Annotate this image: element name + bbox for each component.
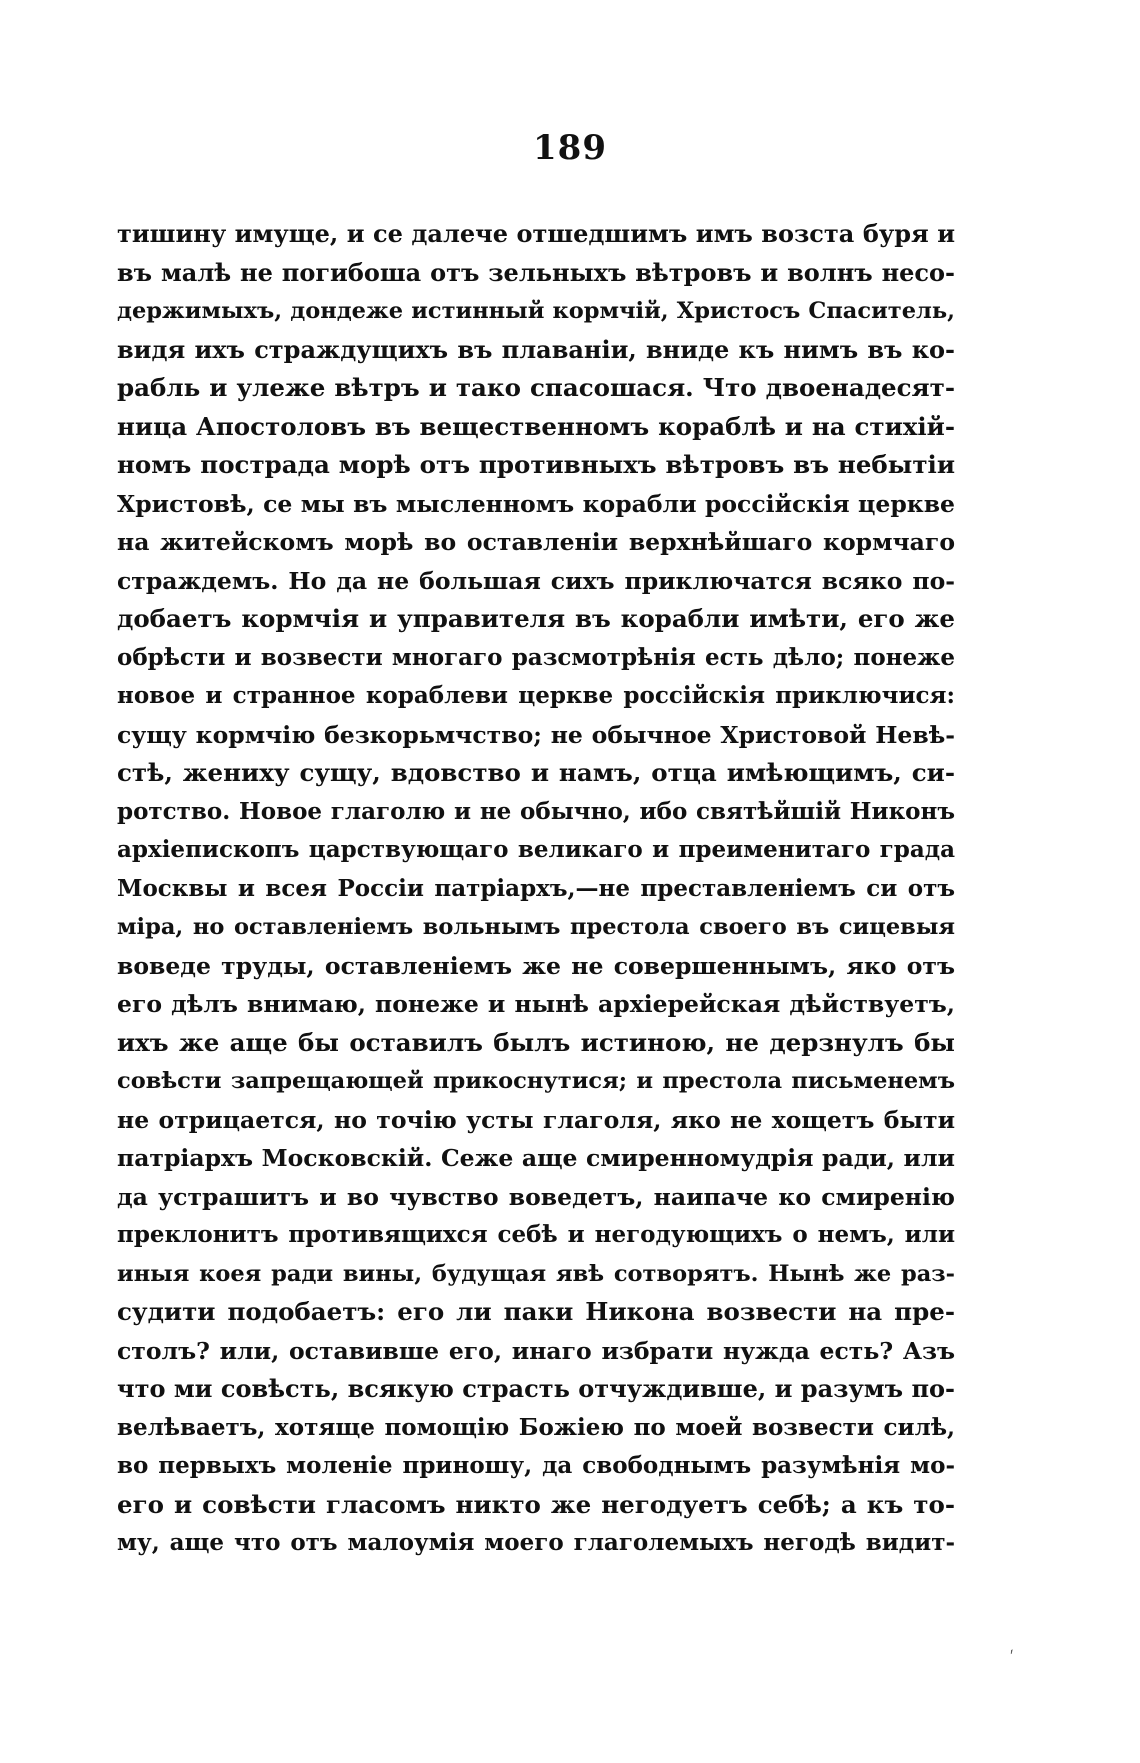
text-line: во первыхъ моленіе приношу, да свободнымъ разумѣнія мо- (117, 1452, 955, 1479)
text-line: судити подобаетъ: его ли паки Никона возвести на пре- (117, 1297, 955, 1326)
text-line: Христовѣ, се мы въ мысленномъ корабли россійскія церкве (117, 489, 955, 518)
text-line: тишину имуще, и се далече отшедшимъ имъ возста буря и (117, 219, 955, 248)
text-line: въ малѣ не погибоша отъ зельныхъ вѣтровъ и волнъ несо- (117, 257, 955, 287)
text-line: видя ихъ страждущихъ въ плаваніи, вниде къ нимъ въ ко- (117, 334, 955, 364)
text-line: добаетъ кормчія и управителя въ корабли имѣти, его же (117, 604, 955, 633)
text-line: страждемъ. Но да не большая сихъ приключатся всяко по- (117, 566, 955, 595)
text-line: совѣсти запрещающей прикоснутися; и престола письменемъ (117, 1068, 955, 1094)
text-line: му, аще что отъ малоумія моего глаголемыхъ негодѣ видит- (117, 1529, 955, 1556)
text-line: на житейскомъ морѣ во оставленіи верхнѣйшаго кормчаго (117, 528, 955, 556)
text-line: иныя коея ради вины, будущая явѣ сотворятъ. Нынѣ же раз- (117, 1260, 955, 1287)
text-line: велѣваетъ, хотяще помощію Божіею по моей возвести силѣ, (117, 1413, 955, 1441)
text-line: архіепископъ царствующаго великаго и преименитаго града (117, 836, 955, 863)
text-line: что ми совѣсть, всякую страсть отчуждивше, и разумъ по- (117, 1374, 955, 1403)
text-line: стѣ, жениху сущу, вдовство и намъ, отца имѣющимъ, си- (117, 758, 955, 787)
scan-mark: ˊ (1005, 1647, 1024, 1670)
text-line: держимыхъ, дондеже истинный кормчій, Христосъ Спаситель, (117, 298, 955, 324)
page-number: 189 (533, 128, 607, 168)
text-line: новое и странное кораблеви церкве россійскія приключися: (117, 682, 955, 709)
text-line: его и совѣсти гласомъ никто же негодуетъ себѣ; а къ то- (117, 1489, 955, 1519)
body-text (117, 215, 955, 1563)
text-line: ихъ же аще бы оставилъ былъ истиною, не дерзнулъ бы (117, 1027, 955, 1057)
text-line: рабль и улеже вѣтръ и тако спасошася. Что двоенадесят- (117, 373, 955, 402)
text-line: да устрашитъ и во чувство воведетъ, наипаче ко смиренію (117, 1182, 955, 1211)
text-line: воведе труды, оставленіемъ же не совершеннымъ, яко отъ (117, 951, 955, 980)
text-line: ница Апостоловъ въ вещественномъ кораблѣ и на стихій- (117, 411, 955, 441)
text-line: преклонитъ противящихся себѣ и негодующихъ о немъ, или (117, 1221, 955, 1248)
text-line: его дѣлъ внимаю, понеже и нынѣ архіерейская дѣйствуетъ, (117, 990, 955, 1018)
text-line: ротство. Новое глаголю и не обычно, ибо святѣйшій Никонъ (117, 797, 955, 825)
text-line: номъ пострада морѣ отъ противныхъ вѣтровъ въ небытіи (117, 450, 955, 479)
text-line: патріархъ Московскій. Сеже аще смиренномудрія ради, или (117, 1144, 955, 1172)
text-line: міра, но оставленіемъ вольнымъ престола своего въ сицевыя (117, 914, 955, 940)
text-line: обрѣсти и возвести многаго разсмотрѣнія есть дѣло; понеже (117, 643, 955, 671)
text-line: не отрицается, но точію усты глаголя, яко не хощетъ быти (117, 1105, 955, 1134)
text-line: сущу кормчію безкорьмчство; не обычное Христовой Невѣ- (117, 720, 955, 749)
text-line: Москвы и всея Россіи патріархъ,—не преставленіемъ си отъ (117, 874, 955, 902)
text-line: столъ? или, оставивше его, инаго избрати нужда есть? Азъ (117, 1336, 955, 1365)
